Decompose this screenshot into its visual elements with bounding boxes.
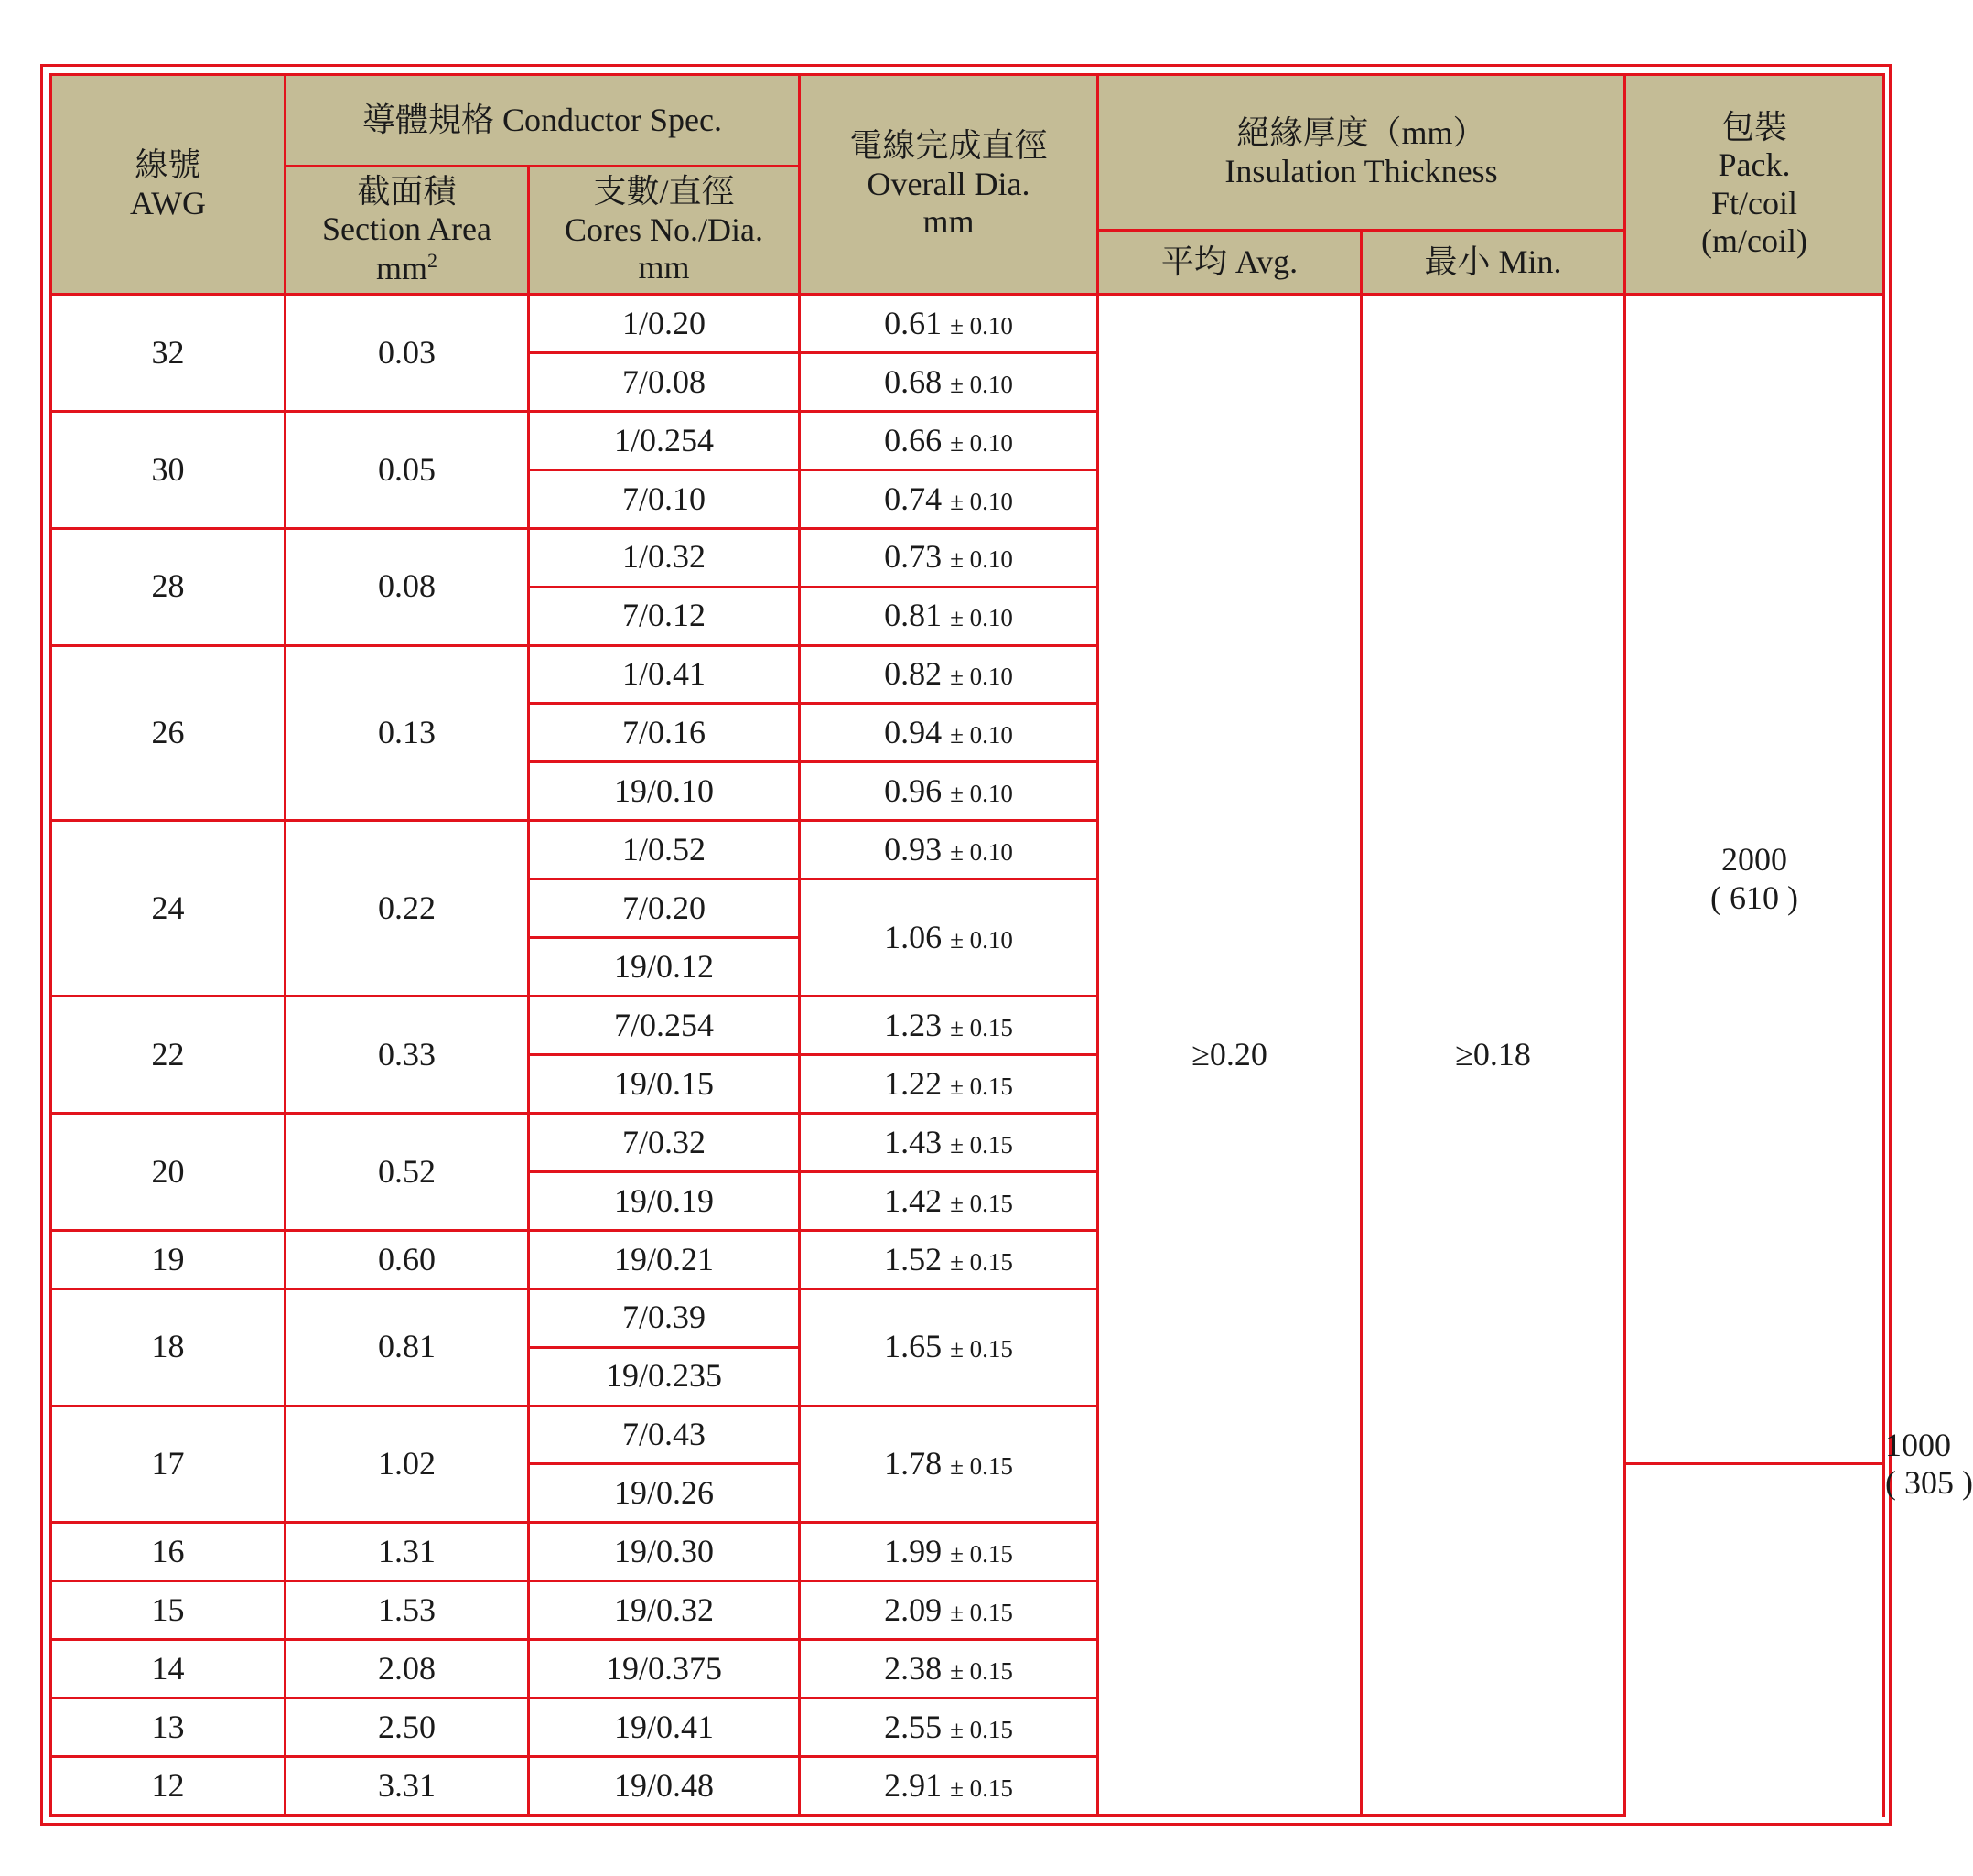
od-cell: 1.43 ± 0.15 (800, 1113, 1098, 1171)
cores-cell: 7/0.32 (529, 1113, 800, 1171)
cores-cell: 7/0.12 (529, 587, 800, 645)
pack-m: ( 610 ) (1710, 879, 1798, 916)
od-cell: 0.81 ± 0.10 (800, 587, 1098, 645)
awg-cell: 30 (51, 411, 286, 528)
awg-en: AWG (129, 184, 207, 221)
awg-cell: 26 (51, 645, 286, 821)
header-overall (800, 75, 1098, 295)
od-cell: 1.99 ± 0.15 (800, 1523, 1098, 1581)
area-cell: 0.81 (286, 1288, 529, 1406)
cores-cell: 19/0.41 (529, 1698, 800, 1757)
cores-zh: 支數/直徑 (593, 173, 735, 210)
cores-cell: 1/0.254 (529, 411, 800, 469)
header-min: 最小 Min. (1362, 231, 1625, 295)
cores-cell: 19/0.26 (529, 1464, 800, 1523)
awg-cell: 18 (51, 1288, 286, 1406)
table-frame (40, 64, 1973, 1826)
area-cell: 0.52 (286, 1113, 529, 1230)
area-cell: 0.03 (286, 295, 529, 412)
pack-metric: (m/coil) (1701, 221, 1807, 259)
section-en: Section Area (322, 210, 491, 248)
od-cell: 2.55 ± 0.15 (800, 1698, 1098, 1757)
pack-ft: 2000 (1721, 841, 1787, 879)
insulation-avg-value: ≥0.20 (1098, 295, 1362, 1816)
wire-spec-table: 線號 AWG 導體規格 Conductor Spec. 電線完成直徑 Overall Dia. mm 絕緣厚度（mm） Insulation Thickness 包裝 Pack. Ft/coil (m/coil) 截面積 Section Area $mm^2$ 支數/直徑 Cores No./Dia. mm 平均 Avg. 最小 Min. 32 0.03 1/0.20 0.61 ± 0.10 ≥0.20 ≥0.18 2000 ( 610 ) 7/0.08 0.68 ± 0.10 30 0.05 1/0.254 0.66 ± 0.10 7/0.10 0.74 ± 0.10 28 0.08 1/0.32 0.73 ± 0.10 7/0.12 0.81 ± 0.10 26 0.13 1/0.41 0.82 ± 0.10 7/0.16 0.94 ± 0.10 19/0.10 0.96 ± 0.10 24 0.22 1/0.52 0.93 ± 0.10 7/0.20 1.06 ± 0.10 19/0.12 22 0.33 7/0.254 1.23 ± 0.15 19/0.15 1.22 ± 0.15 20 0.52 7/0.32 1.43 ± 0.15 1000 ( 305 ) 19/0.19 1.42 ± 0.15 19 0.60 19/0.21 1.52 ± 0.15 18 0.81 7/0.39 1.65 ± 0.15 19/0.235 17 1.02 7/0.43 1.78 ± 0.15 19/0.26 16 1.31 19/0.30 1.99 ± 0.15 15 1.53 19/0.32 2.09 ± 0.15 14 2.08 19/0.375 2.38 ± 0.15 13 2.50 19/0.41 2.55 ± 0.15 12 3.31 19/0.48 2.91 ± 0.15 (49, 73, 1885, 1817)
header-pack (1625, 75, 1884, 295)
area-cell: 2.50 (286, 1698, 529, 1757)
pack-2000 (1625, 295, 1884, 1464)
insulation-zh: 絕緣厚度（mm） (1236, 114, 1486, 152)
od-cell: 2.91 ± 0.15 (800, 1757, 1098, 1816)
od-cell: 1.42 ± 0.15 (800, 1171, 1098, 1230)
area-cell: 1.53 (286, 1581, 529, 1640)
cores-cell: 19/0.48 (529, 1757, 800, 1816)
od-cell: 1.78 ± 0.15 (800, 1406, 1098, 1523)
insulation-min-value: ≥0.18 (1362, 295, 1625, 1816)
pack-zh: 包裝 (1720, 108, 1787, 146)
od-cell: 0.93 ± 0.10 (800, 821, 1098, 879)
cores-cell: 7/0.08 (529, 352, 800, 411)
section-zh: 截面積 (357, 172, 457, 210)
insulation-en: Insulation Thickness (1224, 152, 1498, 189)
awg-cell: 28 (51, 528, 286, 645)
cores-unit: mm (638, 249, 690, 286)
area-cell: 0.22 (286, 821, 529, 997)
cores-cell: 7/0.16 (529, 704, 800, 762)
od-cell: 1.22 ± 0.15 (800, 1054, 1098, 1113)
section-unit: $mm^2$ (375, 248, 437, 286)
header-section-area (286, 167, 529, 295)
awg-cell: 13 (51, 1698, 286, 1757)
pack-unit: Ft/coil (1710, 184, 1797, 221)
area-cell: 0.05 (286, 411, 529, 528)
cores-cell: 19/0.32 (529, 1581, 800, 1640)
od-cell: 0.94 ± 0.10 (800, 704, 1098, 762)
area-cell: 0.13 (286, 645, 529, 821)
cores-cell: 7/0.39 (529, 1288, 800, 1347)
cores-en: Cores No./Dia. (565, 210, 763, 248)
awg-cell: 14 (51, 1640, 286, 1698)
cores-cell: 1/0.20 (529, 295, 800, 353)
od-cell: 1.23 ± 0.15 (800, 997, 1098, 1055)
area-cell: 0.08 (286, 528, 529, 645)
header-insulation (1098, 75, 1625, 231)
cores-cell: 1/0.41 (529, 645, 800, 704)
cores-cell: 19/0.12 (529, 938, 800, 997)
od-cell: 1.06 ± 0.10 (800, 879, 1098, 997)
od-cell: 0.82 ± 0.10 (800, 645, 1098, 704)
cores-cell: 19/0.10 (529, 762, 800, 821)
od-cell: 0.68 ± 0.10 (800, 352, 1098, 411)
header-avg: 平均 Avg. (1098, 231, 1362, 295)
awg-cell: 15 (51, 1581, 286, 1640)
awg-zh: 線號 (135, 146, 201, 184)
area-cell: 1.31 (286, 1523, 529, 1581)
area-cell: 3.31 (286, 1757, 529, 1816)
awg-cell: 20 (51, 1113, 286, 1230)
header-conductor: 導體規格 Conductor Spec. (286, 75, 800, 167)
overall-zh: 電線完成直徑 (849, 127, 1048, 165)
awg-cell: 24 (51, 821, 286, 997)
awg-cell: 22 (51, 997, 286, 1114)
od-cell: 2.38 ± 0.15 (800, 1640, 1098, 1698)
cores-cell: 19/0.15 (529, 1054, 800, 1113)
overall-unit: mm (922, 203, 975, 241)
header-awg (51, 75, 286, 295)
pack-en: Pack. (1718, 146, 1791, 184)
cores-cell: 19/0.21 (529, 1230, 800, 1288)
overall-en: Overall Dia. (867, 165, 1030, 202)
area-cell: 0.33 (286, 997, 529, 1114)
cores-cell: 1/0.32 (529, 528, 800, 587)
od-cell: 0.66 ± 0.10 (800, 411, 1098, 469)
awg-cell: 19 (51, 1230, 286, 1288)
od-cell: 0.73 ± 0.10 (800, 528, 1098, 587)
area-cell: 0.60 (286, 1230, 529, 1288)
od-cell: 1.52 ± 0.15 (800, 1230, 1098, 1288)
cores-cell: 7/0.43 (529, 1406, 800, 1464)
header-cores (529, 167, 800, 295)
od-cell: 0.96 ± 0.10 (800, 762, 1098, 821)
od-cell: 0.61 ± 0.10 (800, 295, 1098, 353)
awg-cell: 17 (51, 1406, 286, 1523)
cores-cell: 1/0.52 (529, 821, 800, 879)
cores-cell: 19/0.235 (529, 1347, 800, 1406)
area-cell: 2.08 (286, 1640, 529, 1698)
od-cell: 2.09 ± 0.15 (800, 1581, 1098, 1640)
area-cell: 1.02 (286, 1406, 529, 1523)
cores-cell: 19/0.375 (529, 1640, 800, 1698)
cores-cell: 7/0.20 (529, 879, 800, 938)
od-cell: 0.74 ± 0.10 (800, 469, 1098, 528)
od-cell: 1.65 ± 0.15 (800, 1288, 1098, 1406)
cores-cell: 19/0.30 (529, 1523, 800, 1581)
awg-cell: 16 (51, 1523, 286, 1581)
cores-cell: 7/0.254 (529, 997, 800, 1055)
cores-cell: 19/0.19 (529, 1171, 800, 1230)
cores-cell: 7/0.10 (529, 469, 800, 528)
awg-cell: 12 (51, 1757, 286, 1816)
awg-cell: 32 (51, 295, 286, 412)
